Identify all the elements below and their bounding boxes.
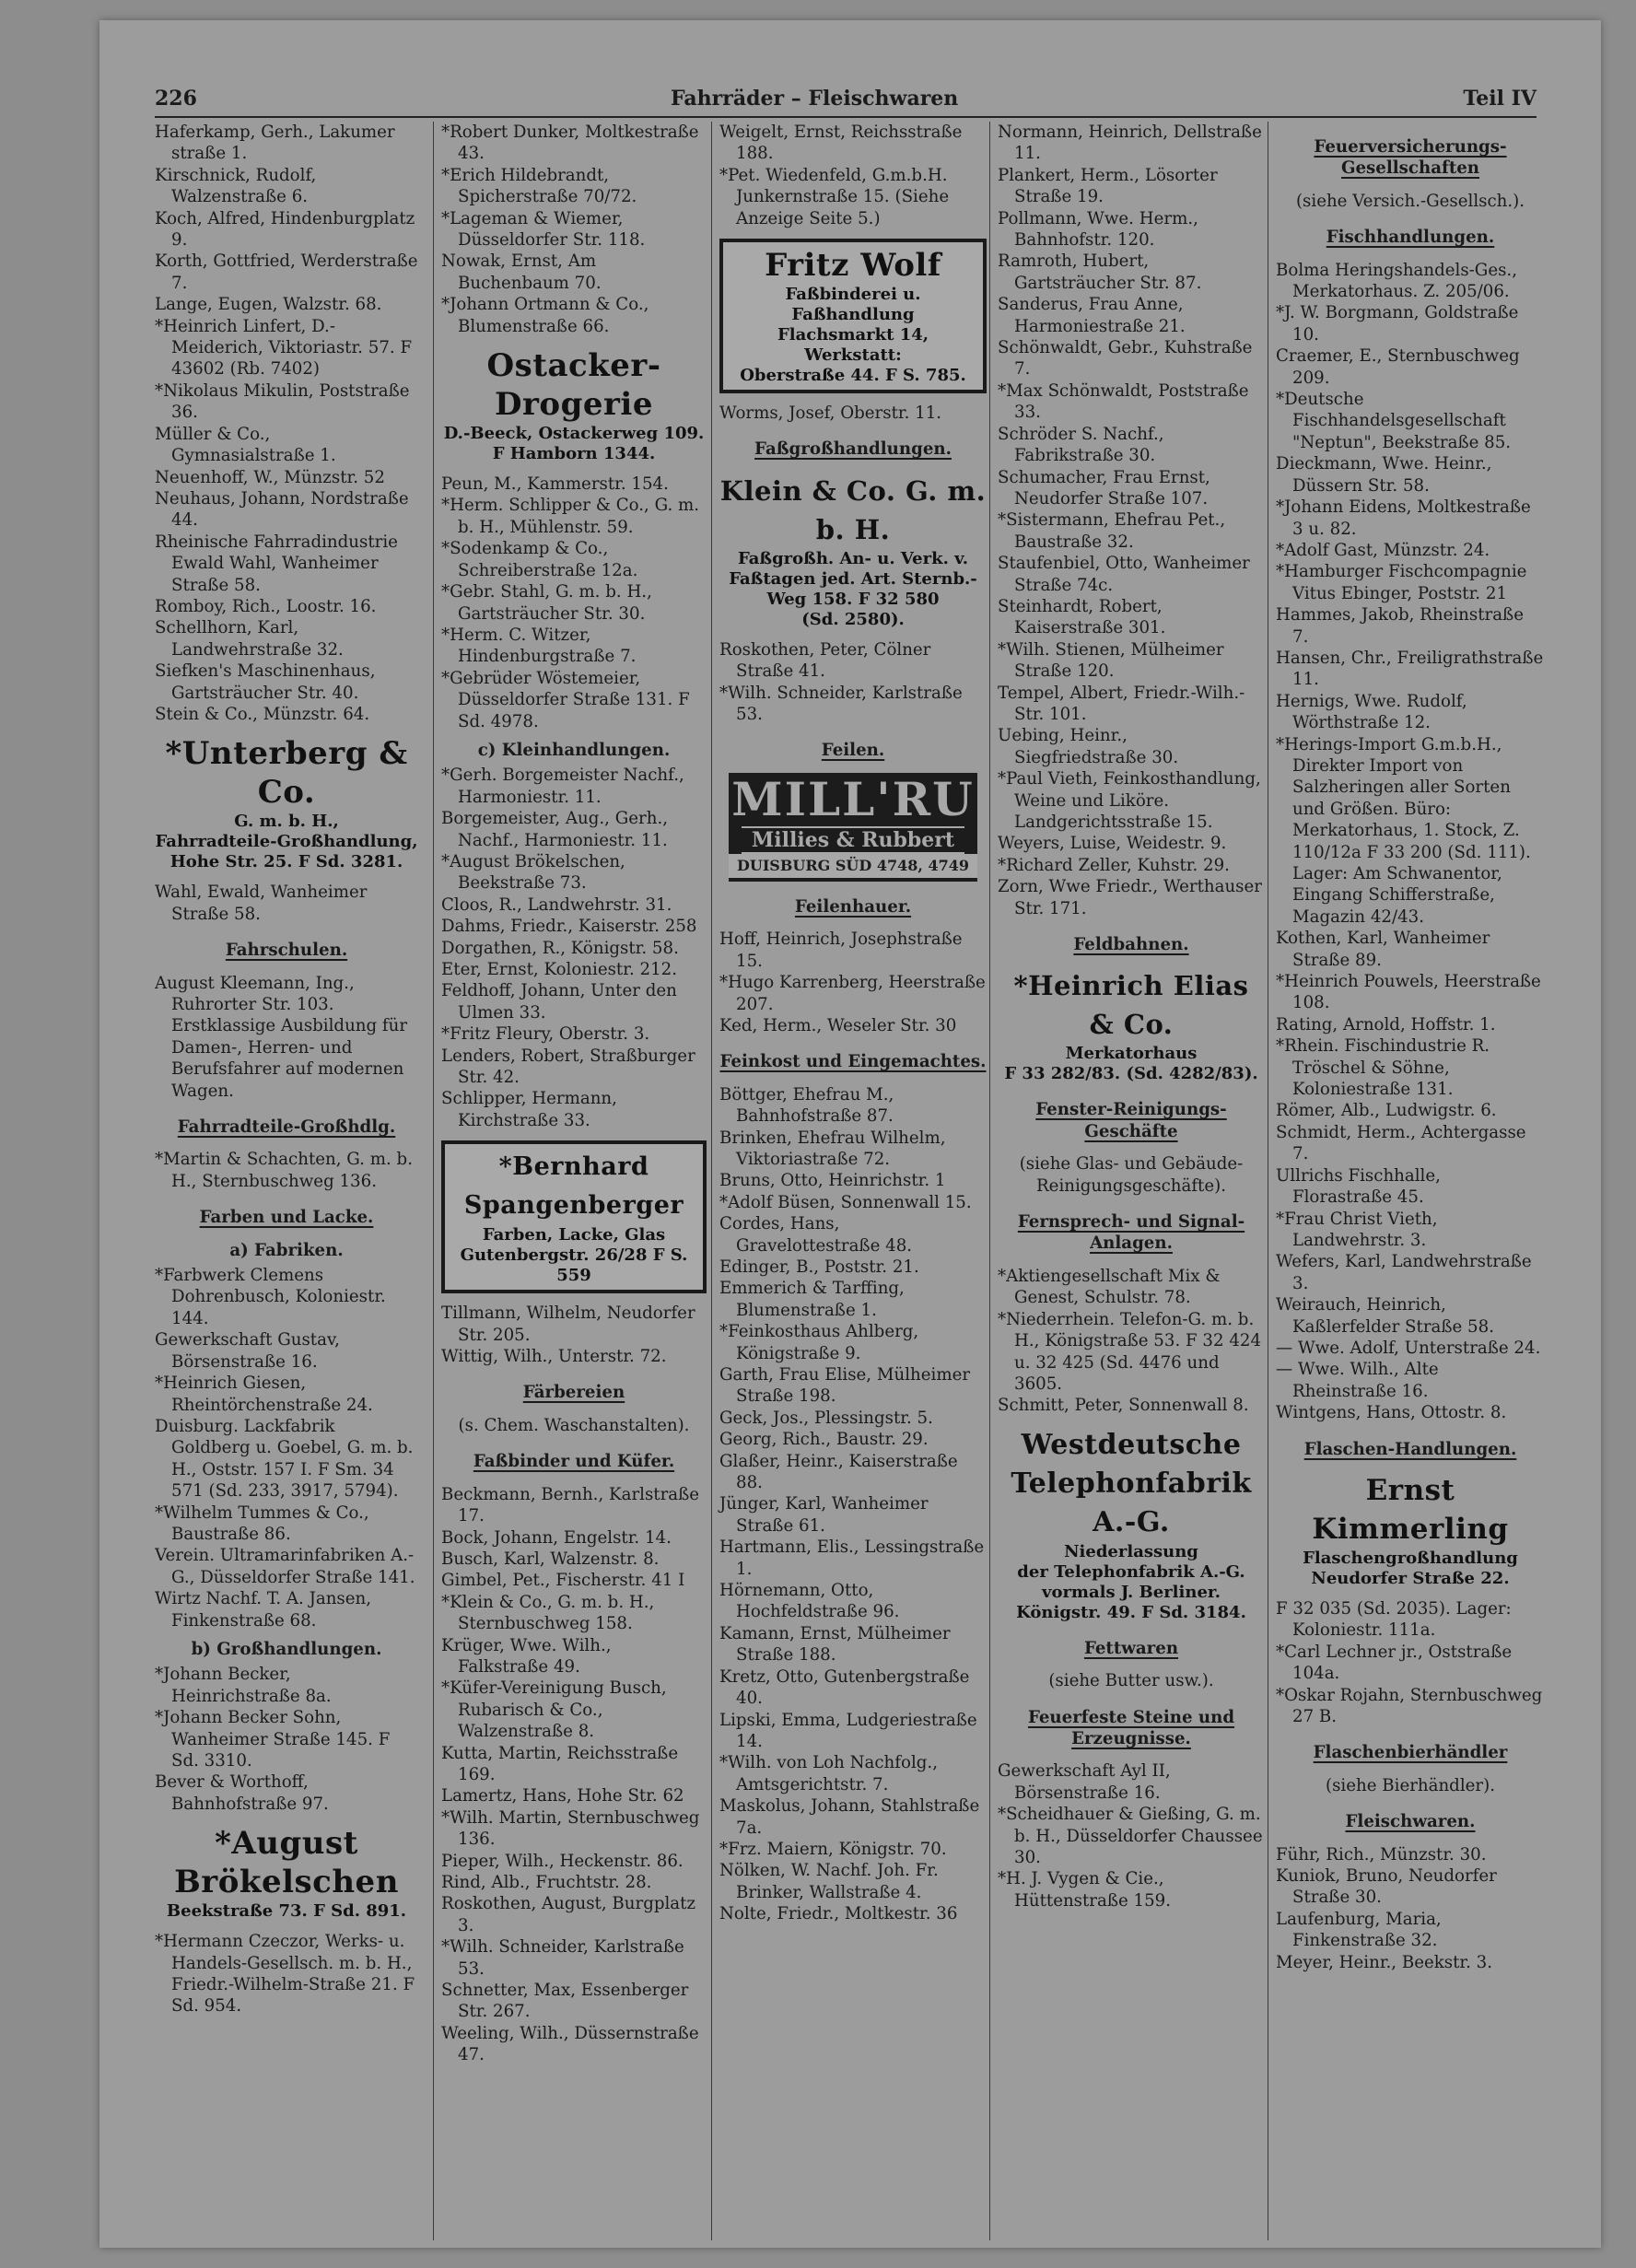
ad-title: *Unterberg & Co. (165, 735, 408, 812)
directory-entry: *Wilh. Stienen, Mülheimer Straße 120. (998, 639, 1224, 682)
directory-entry: Koch, Alfred, Hindenburgplatz 9. (155, 208, 415, 251)
directory-entry: — Wwe. Wilh., Alte Rheinstraße 16. (1276, 1360, 1439, 1401)
directory-entry: Kirschnick, Rudolf, Walzenstraße 6. (155, 165, 317, 207)
section-note: (siehe Butter usw.). (1048, 1671, 1214, 1691)
directory-entry: Neuhaus, Johann, Nordstraße 44. (155, 488, 409, 531)
column-1 (155, 122, 418, 2240)
ad-title: *Heinrich Elias & Co. (1013, 970, 1249, 1041)
ad-title: *Bernhard Spangenberger (463, 1152, 684, 1221)
directory-entry: Wirtz Nachf. T. A. Jansen, Finkenstraße 68. (155, 1589, 372, 1631)
directory-entry: Weigelt, Ernst, Reichsstraße 188. (719, 123, 963, 164)
ad-line: Oberstraße 44. F S. 785. (740, 366, 966, 386)
ad-line: Fahrradteile-Großhandlung, (155, 832, 418, 852)
directory-entry: Verein. Ultramarinfabriken A.-G., Düsseldorfer Straße 141. (155, 1546, 415, 1587)
directory-entry: Dorgathen, R., Königstr. 58. (441, 938, 679, 958)
directory-entry: Nölken, W. Nachf. Joh. Fr. Brinker, Wallstraße 4. (719, 1861, 939, 1902)
directory-entry: *Scheidhauer & Gießing, G. m. b. H., Düsseldorfer Chaussee 30. (998, 1805, 1263, 1867)
ad-line: Faßbinderei u. Faßhandlung (785, 285, 921, 325)
ad-fritz-wolf (719, 239, 987, 393)
directory-entry: Uebing, Heinr., Siegfriedstraße 30. (998, 726, 1179, 767)
directory-entry: *Aktiengesellschaft Mix & Genest, Schulstr. 78. (998, 1266, 1221, 1308)
ad-line: F Hamborn 1344. (492, 444, 656, 464)
directory-entry: Wahl, Ewald, Wanheimer Straße 58. (155, 883, 368, 924)
directory-entry: Lamertz, Hans, Hohe Str. 62 (441, 1786, 684, 1806)
directory-entry: Schröder S. Nachf., Fabrikstraße 30. (998, 424, 1164, 466)
directory-entry: Führ, Rich., Münzstr. 30. (1276, 1844, 1487, 1865)
directory-entry: Weeling, Wilh., Düssernstraße 47. (441, 2023, 699, 2065)
directory-entry: Staufenbiel, Otto, Wanheimer Straße 74c. (998, 554, 1250, 595)
directory-entry: Plankert, Herm., Lösorter Straße 19. (998, 165, 1218, 207)
directory-entry: Siefken's Maschinenhaus, Gartsträucher Str. 40. (155, 661, 376, 703)
directory-entry: *Hermann Czeczor, Werks- u. Handels-Gesellsch. m. b. H., Friedr.-Wilhelm-Straße 21. F Sd. 954. (155, 1932, 415, 2017)
directory-entry: *Erich Hildebrandt, Spicherstraße 70/72. (441, 165, 637, 207)
directory-entry: *Oskar Rojahn, Sternbuschweg 27 B. (1276, 1685, 1543, 1726)
directory-entry: Schumacher, Frau Ernst, Neudorfer Straße 107. (998, 467, 1210, 509)
directory-entry: Borgemeister, Aug., Gerh., Nachf., Harmoniestr. 11. (441, 809, 669, 850)
ad-line: Gutenbergstr. 26/28 F S. 559 (460, 1245, 688, 1286)
directory-entry: *Deutsche Fischhandelsgesellschaft "Neptun", Beekstraße 85. (1276, 390, 1512, 452)
directory-entry: *Wilh. Schneider, Karlstraße 53. (719, 683, 963, 725)
directory-entry: *Johann Eidens, Moltkestraße 3 u. 82. (1276, 497, 1531, 539)
directory-entry: Stein & Co., Münzstr. 64. (155, 704, 370, 724)
directory-entry: *Max Schönwaldt, Poststraße 33. (998, 380, 1249, 423)
directory-entry: *Fritz Fleury, Oberstr. 3. (441, 1024, 650, 1045)
directory-entry: Worms, Josef, Oberstr. 11. (719, 403, 942, 424)
section-heading: Faßbinder und Küfer. (473, 1452, 675, 1472)
directory-entry: *Herm. Schlipper & Co., G. m. b. H., Mühlenstr. 59. (441, 496, 700, 537)
directory-entry: *August Brökelschen, Beekstraße 73. (441, 851, 625, 894)
directory-entry: Brinken, Ehefrau Wilhelm, Viktoriastraße 72. (719, 1128, 946, 1169)
ad-line: Hohe Str. 25. F Sd. 3281. (169, 852, 403, 872)
directory-entry: Ramroth, Hubert, Gartsträucher Str. 87. (998, 251, 1202, 293)
directory-entry: Peun, M., Kammerstr. 154. (441, 474, 669, 495)
directory-entry: Pieper, Wilh., Heckenstr. 86. (441, 1851, 684, 1871)
directory-entry: Nowak, Ernst, Am Buchenbaum 70. (441, 251, 602, 293)
directory-entry: Lipski, Emma, Ludgeriestraße 14. (719, 1710, 977, 1751)
section-note: (siehe Bierhändler). (1326, 1775, 1495, 1795)
ad-kimmerling (1276, 1471, 1545, 1589)
logo-firm: Millies & Rubbert (742, 826, 964, 854)
directory-entry: *Martin & Schachten, G. m. b. H., Sternbuschweg 136. (155, 1150, 413, 1191)
directory-entry: Gewerkschaft Ayl II, Börsenstraße 16. (998, 1761, 1171, 1803)
column-5 (1268, 122, 1545, 2240)
directory-entry: Nolte, Friedr., Moltkestr. 36 (719, 1904, 958, 1924)
directory-entry: Zorn, Wwe Friedr., Werthauser Str. 171. (998, 877, 1262, 918)
directory-entry: Schönwaldt, Gebr., Kuhstraße 7. (998, 338, 1253, 380)
directory-entry: Normann, Heinrich, Dellstraße 11. (998, 123, 1262, 164)
ad-line: Merkatorhaus (1065, 1044, 1198, 1064)
column-3 (711, 122, 987, 2240)
section-heading: Flaschen-Handlungen. (1303, 1439, 1517, 1459)
directory-entry: Kamann, Ernst, Mülheimer Straße 188. (719, 1623, 951, 1666)
directory-entry: F 32 035 (Sd. 2035). Lager: Koloniestr. 111a. (1276, 1598, 1512, 1641)
directory-entry: Steinhardt, Robert, Kaiserstraße 301. (998, 596, 1166, 638)
directory-entry: Tillmann, Wilhelm, Neudorfer Str. 205. (441, 1304, 695, 1345)
ad-klein-co (719, 472, 987, 630)
directory-entry: Eter, Ernst, Koloniestr. 212. (441, 960, 677, 979)
page-part-label: Teil IV (1463, 87, 1537, 111)
directory-entry: Laufenburg, Maria, Finkenstraße 32. (1276, 1909, 1442, 1951)
ad-line: Farben, Lacke, Glas (482, 1225, 666, 1245)
directory-entry: Hörnemann, Otto, Hochfeldstraße 96. (719, 1581, 900, 1622)
directory-entry: *Heinrich Giesen, Rheintörchenstraße 24. (155, 1374, 373, 1415)
directory-entry: Bolma Heringshandels-Ges., Merkatorhaus. Z. 205/06. (1276, 260, 1517, 302)
ad-line: Weg 158. F 32 580 (766, 589, 940, 609)
section-note: (s. Chem. Waschanstalten). (458, 1415, 690, 1435)
directory-entry: Böttger, Ehefrau M., Bahnhofstraße 87. (719, 1084, 894, 1127)
directory-entry: Wittig, Wilh., Unterstr. 72. (441, 1347, 667, 1367)
directory-entry: *Wilh. Martin, Sternbuschweg 136. (441, 1807, 700, 1850)
directory-entry: *Niederrhein. Telefon-G. m. b. H., Königstraße 53. F 32 424 u. 32 425 (Sd. 4476 und 3605. (998, 1309, 1262, 1394)
ad-ostacker-drogerie (441, 346, 707, 464)
directory-entry: Emmerich & Tarffing, Blumenstraße 1. (719, 1279, 905, 1320)
directory-entry: Hernigs, Wwe. Rudolf, Wörthstraße 12. (1276, 691, 1467, 733)
ad-line: D.-Beeck, Ostackerweg 109. (443, 424, 705, 444)
subsection-heading: c) Kleinhandlungen. (477, 740, 671, 760)
ad-line: Faßgroßh. An- u. Verk. v. (737, 548, 969, 568)
ad-broekelschen (155, 1824, 418, 1922)
directory-entry: *Paul Vieth, Feinkosthandlung, Weine und Liköre. Landgerichtsstraße 15. (998, 769, 1261, 832)
directory-entry: Craemer, E., Sternbuschweg 209. (1276, 346, 1520, 388)
directory-entry: *Gebrüder Wöstemeier, Düsseldorfer Straße 131. F Sd. 4978. (441, 668, 690, 731)
ad-westdeutsche-telephonfabrik (998, 1426, 1265, 1623)
ad-line: der Telephonfabrik A.-G. (1017, 1561, 1245, 1582)
directory-entry: *Wilh. Schneider, Karlstraße 53. (441, 1937, 684, 1979)
directory-entry: Schellhorn, Karl, Landwehrstraße 32. (155, 618, 344, 660)
directory-entry: Weyers, Luise, Weidestr. 9. (998, 834, 1227, 854)
directory-entry: *Herm. C. Witzer, Hindenburgstraße 7. (441, 625, 637, 667)
directory-entry: Gewerkschaft Gustav, Börsenstraße 16. (155, 1330, 340, 1372)
subsection-heading: b) Großhandlungen. (191, 1639, 382, 1659)
directory-entry: *Johann Becker, Heinrichstraße 8a. (155, 1665, 332, 1706)
directory-entry: *Frau Christ Vieth, Landwehrstr. 3. (1276, 1209, 1438, 1250)
ad-line: Flachsmarkt 14, Werkstatt: (777, 325, 929, 366)
ad-title: Klein & Co. G. m. b. H. (719, 474, 987, 545)
directory-entry: Feldhoff, Johann, Unter den Ulmen 33. (441, 981, 677, 1023)
section-heading: Feuerfeste Steine und Erzeugnisse. (1027, 1707, 1235, 1748)
directory-entry: Garth, Frau Elise, Mülheimer Straße 198. (719, 1365, 971, 1407)
directory-entry: Sanderus, Frau Anne, Harmoniestraße 21. (998, 295, 1186, 336)
directory-entry: Weirauch, Heinrich, Kaßlerfelder Straße 58. (1276, 1295, 1494, 1337)
section-heading: Fleischwaren. (1345, 1812, 1476, 1832)
directory-entry: *Farbwerk Clemens Dohrenbusch, Koloniestr. 144. (155, 1266, 386, 1328)
section-heading: Fernsprech- und Signal-Anlagen. (1017, 1212, 1245, 1254)
directory-entry: Cordes, Hans, Gravelottestraße 48. (719, 1214, 913, 1256)
directory-entry: *Heinrich Pouwels, Heerstraße 108. (1276, 972, 1541, 1013)
directory-entry: Meyer, Heinr., Beekstr. 3. (1276, 1952, 1493, 1972)
directory-entry: *Nikolaus Mikulin, Poststraße 36. (155, 380, 410, 423)
section-heading: Feldbahnen. (1073, 935, 1189, 955)
section-heading: Fahrschulen. (225, 941, 348, 961)
ad-line: Neudorfer Straße 22. (1311, 1568, 1510, 1588)
directory-entry: *Feinkosthaus Ahlberg, Königstraße 9. (719, 1322, 919, 1363)
ad-line: Niederlassung (1064, 1541, 1198, 1561)
ad-line: F 33 282/83. (Sd. 4282/83). (1004, 1064, 1258, 1084)
directory-entry: Müller & Co., Gymnasialstraße 1. (155, 424, 336, 466)
section-heading: Faßgroßhandlungen. (754, 439, 952, 460)
directory-entry: Roskothen, August, Burgplatz 3. (441, 1894, 696, 1935)
directory-entry: Römer, Alb., Ludwigstr. 6. (1276, 1101, 1497, 1121)
directory-entry: Busch, Karl, Walzenstr. 8. (441, 1549, 660, 1569)
directory-entry: Glaßer, Heinr., Kaiserstraße 88. (719, 1451, 958, 1493)
directory-entry: *Richard Zeller, Kuhstr. 29. (998, 855, 1230, 875)
directory-entry: Rind, Alb., Fruchtstr. 28. (441, 1873, 652, 1892)
directory-entry: *Klein & Co., G. m. b. H., Sternbuschweg 158. (441, 1592, 655, 1634)
directory-entry: Schmitt, Peter, Sonnenwall 8. (998, 1396, 1249, 1416)
directory-entry: Lange, Eugen, Walzstr. 68. (155, 295, 382, 315)
ad-title: Fritz Wolf (765, 247, 941, 285)
section-note: (siehe Versich.-Gesellsch.). (1295, 191, 1525, 211)
ad-line: G. m. b. H., (234, 812, 339, 832)
directory-entry: Korth, Gottfried, Werderstraße 7. (155, 251, 418, 293)
column-2 (433, 122, 707, 2240)
directory-entry: Hartmann, Elis., Lessingstraße 1. (719, 1537, 985, 1579)
ad-title: Westdeutsche Telephonfabrik A.-G. (1011, 1428, 1252, 1538)
directory-entry: Tempel, Albert, Friedr.-Wilh.-Str. 101. (998, 683, 1245, 724)
page-number: 226 (155, 87, 197, 111)
directory-entry: Hammes, Jakob, Rheinstraße 7. (1276, 605, 1524, 647)
directory-entry: *Adolf Büsen, Sonnenwall 15. (719, 1192, 972, 1212)
directory-entry: August Kleemann, Ing., Ruhrorter Str. 103. Erstklassige Ausbildung für Damen-, Herren- und Berufsfahrer auf modernen Wagen. (155, 973, 408, 1101)
directory-entry: *Carl Lechner jr., Oststraße 104a. (1276, 1642, 1513, 1684)
section-heading: Fischhandlungen. (1326, 228, 1495, 248)
directory-entry: Gimbel, Pet., Fischerstr. 41 I (441, 1571, 685, 1591)
ad-line: Beekstraße 73. F Sd. 891. (166, 1901, 407, 1922)
section-heading: Färbereien (522, 1383, 625, 1403)
directory-entry: — Wwe. Adolf, Unterstraße 24. (1276, 1338, 1541, 1358)
directory-entry: Dieckmann, Wwe. Heinr., Düssern Str. 58. (1276, 454, 1492, 496)
directory-entry: Dahms, Friedr., Kaiserstr. 258 (441, 917, 697, 937)
directory-entry: *Robert Dunker, Moltkestraße 43. (441, 123, 699, 164)
section-heading: Feuerversicherungs-Gesellschaften (1314, 137, 1507, 179)
directory-entry: *Gerh. Borgemeister Nachf., Harmoniestr. 11. (441, 766, 684, 807)
directory-entry: *Wilhelm Tummes & Co., Baustraße 86. (155, 1502, 369, 1544)
directory-entry: Bruns, Otto, Heinrichstr. 1 (719, 1171, 946, 1191)
ad-heinrich-elias (998, 966, 1265, 1084)
directory-entry: Ked, Herm., Weseler Str. 30 (719, 1015, 957, 1035)
directory-entry: *Herings-Import G.m.b.H., Direkter Import von Salzheringen aller Sorten und Größen. Büro: Merkatorhaus, 1. Stock, Z. 110/12a F 33 200 (Sd. 111). Lager: Am Schwanentor, Eingang Schifferstraße, Magazin 42/43. (1276, 734, 1531, 927)
directory-entry: *Sistermann, Ehefrau Pet., Baustraße 32. (998, 510, 1226, 552)
directory-entry: Rating, Arnold, Hoffstr. 1. (1276, 1014, 1496, 1035)
logo-phone: DUISBURG SÜD 4748, 4749 (729, 854, 977, 878)
directory-entry: *H. J. Vygen & Cie., Hüttenstraße 159. (998, 1869, 1172, 1911)
section-heading: Farben und Lacke. (199, 1208, 374, 1228)
section-heading: Flaschenbierhändler (1313, 1743, 1508, 1763)
directory-entry: Krüger, Wwe. Wilh., Falkstraße 49. (441, 1635, 612, 1677)
directory-entry: Kothen, Karl, Wanheimer Straße 89. (1276, 929, 1490, 970)
directory-entry: Bever & Worthoff, Bahnhofstraße 97. (155, 1772, 329, 1814)
directory-entry: Haferkamp, Gerh., Lakumer straße 1. (155, 123, 395, 164)
ad-title: *August Brökelschen (174, 1825, 399, 1901)
directory-entry: *J. W. Borgmann, Goldstraße 10. (1276, 303, 1519, 345)
directory-entry: Edinger, B., Poststr. 21. (719, 1257, 919, 1277)
directory-entry: Cloos, R., Landwehrstr. 31. (441, 894, 672, 915)
directory-entry: Hoff, Heinrich, Josephstraße 15. (719, 929, 963, 971)
directory-entry: *Frz. Maiern, Königstr. 70. (719, 1839, 947, 1859)
directory-entry: Georg, Rich., Baustr. 29. (719, 1430, 929, 1450)
directory-entry: *Johann Ortmann & Co., Blumenstraße 66. (441, 295, 649, 336)
directory-entry: *Adolf Gast, Münzstr. 24. (1276, 540, 1490, 560)
directory-entry: *Gebr. Stahl, G. m. b. H., Gartsträucher Str. 30. (441, 582, 652, 624)
ad-spangenberger (441, 1140, 707, 1293)
directory-entry: *Küfer-Vereinigung Busch, Rubarisch & Co., Walzenstraße 8. (441, 1678, 667, 1742)
directory-entry: *Hugo Karrenberg, Heerstraße 207. (719, 973, 986, 1014)
ad-unterberg (155, 734, 418, 872)
subsection-heading: a) Fabriken. (229, 1240, 344, 1260)
millru-logo (729, 773, 977, 882)
directory-page (99, 20, 1601, 2248)
directory-entry: Wefers, Karl, Landwehrstraße 3. (1276, 1252, 1532, 1293)
directory-entry: Duisburg. Lackfabrik Goldberg u. Goebel, G. m. b. H., Oststr. 157 I. F Sm. 34 571 (Sd. 233, 3917, 5794). (155, 1416, 414, 1502)
section-heading: Feilenhauer. (794, 896, 912, 917)
directory-entry: Kutta, Martin, Reichsstraße 169. (441, 1743, 679, 1784)
directory-entry: *Rhein. Fischindustrie R. Tröschel & Söhne, Koloniestraße 131. (1276, 1036, 1490, 1100)
ad-line: Königstr. 49. F Sd. 3184. (1016, 1602, 1246, 1622)
directory-entry: Schlipper, Hermann, Kirchstraße 33. (441, 1089, 617, 1130)
directory-entry: *Johann Becker Sohn, Wanheimer Straße 145. F Sd. 3310. (155, 1708, 391, 1771)
directory-entry: *Wilh. von Loh Nachfolg., Amtsgerichtstr. 7. (719, 1753, 938, 1795)
page-running-title: Fahrräder – Fleischwaren (671, 87, 959, 111)
ad-title: Ostacker-Drogerie (486, 347, 661, 424)
ad-line: vormals J. Berliner. (1041, 1582, 1221, 1602)
ad-line: (Sd. 2580). (801, 609, 905, 629)
section-heading: Feinkost und Eingemachtes. (719, 1052, 987, 1072)
logo-mark: MILL'RU (731, 771, 975, 826)
directory-entry: Jünger, Karl, Wanheimer Straße 61. (719, 1494, 929, 1536)
directory-entry: Hansen, Chr., Freiligrathstraße 11. (1276, 648, 1544, 690)
directory-entry: Rheinische Fahrradindustrie Ewald Wahl, Wanheimer Straße 58. (155, 532, 398, 595)
directory-entry: Lenders, Robert, Straßburger Str. 42. (441, 1046, 695, 1088)
directory-entry: Neuenhoff, W., Münzstr. 52 (155, 467, 385, 487)
directory-entry: Ullrichs Fischhalle, Florastraße 45. (1276, 1165, 1441, 1208)
section-heading: Feilen. (821, 741, 885, 761)
page-header (155, 83, 1537, 118)
directory-entry: Kretz, Otto, Gutenbergstraße 40. (719, 1666, 970, 1709)
directory-entry: Geck, Jos., Plessingstr. 5. (719, 1408, 933, 1428)
directory-entry: *Lageman & Wiemer, Düsseldorfer Str. 118. (441, 208, 646, 251)
directory-entry: Roskothen, Peter, Cölner Straße 41. (719, 639, 931, 682)
directory-entry: *Heinrich Linfert, D.-Meiderich, Viktoriastr. 57. F 43602 (Rb. 7402) (155, 316, 413, 380)
ad-line: Faßtagen jed. Art. Sternb.- (729, 568, 977, 589)
directory-entry: Pollmann, Wwe. Herm., Bahnhofstr. 120. (998, 208, 1198, 251)
directory-entry: *Hamburger Fischcompagnie Vitus Ebinger, Poststr. 21 (1276, 562, 1527, 603)
directory-entry: Wintgens, Hans, Ottostr. 8. (1276, 1403, 1507, 1423)
directory-entry: Romboy, Rich., Loostr. 16. (155, 596, 377, 616)
directory-entry: *Sodenkamp & Co., Schreiberstraße 12a. (441, 539, 638, 580)
directory-entry: Bock, Johann, Engelstr. 14. (441, 1527, 672, 1548)
directory-entry: Kuniok, Bruno, Neudorfer Straße 30. (1276, 1866, 1497, 1908)
directory-entry: Maskolus, Johann, Stahlstraße 7a. (719, 1796, 980, 1838)
ad-title: Ernst Kimmerling (1312, 1473, 1509, 1546)
ad-line: Flaschengroßhandlung (1303, 1548, 1518, 1568)
directory-entry: Schnetter, Max, Essenberger Str. 267. (441, 1981, 689, 2022)
directory-entry: Schmidt, Herm., Achtergasse 7. (1276, 1122, 1526, 1164)
column-4 (989, 122, 1265, 2240)
section-note: (siehe Glas- und Gebäude-Reinigungsgeschäfte). (1019, 1154, 1244, 1196)
section-heading: Fahrradteile-Großhdlg. (177, 1117, 396, 1138)
section-heading: Fettwaren (1083, 1638, 1179, 1658)
section-heading: Fenster-Reinigungs-Geschäfte (1035, 1100, 1227, 1141)
directory-entry: *Pet. Wiedenfeld, G.m.b.H. Junkernstraße 15. (Siehe Anzeige Seite 5.) (719, 165, 950, 228)
directory-entry: Beckmann, Bernh., Karlstraße 17. (441, 1484, 700, 1526)
